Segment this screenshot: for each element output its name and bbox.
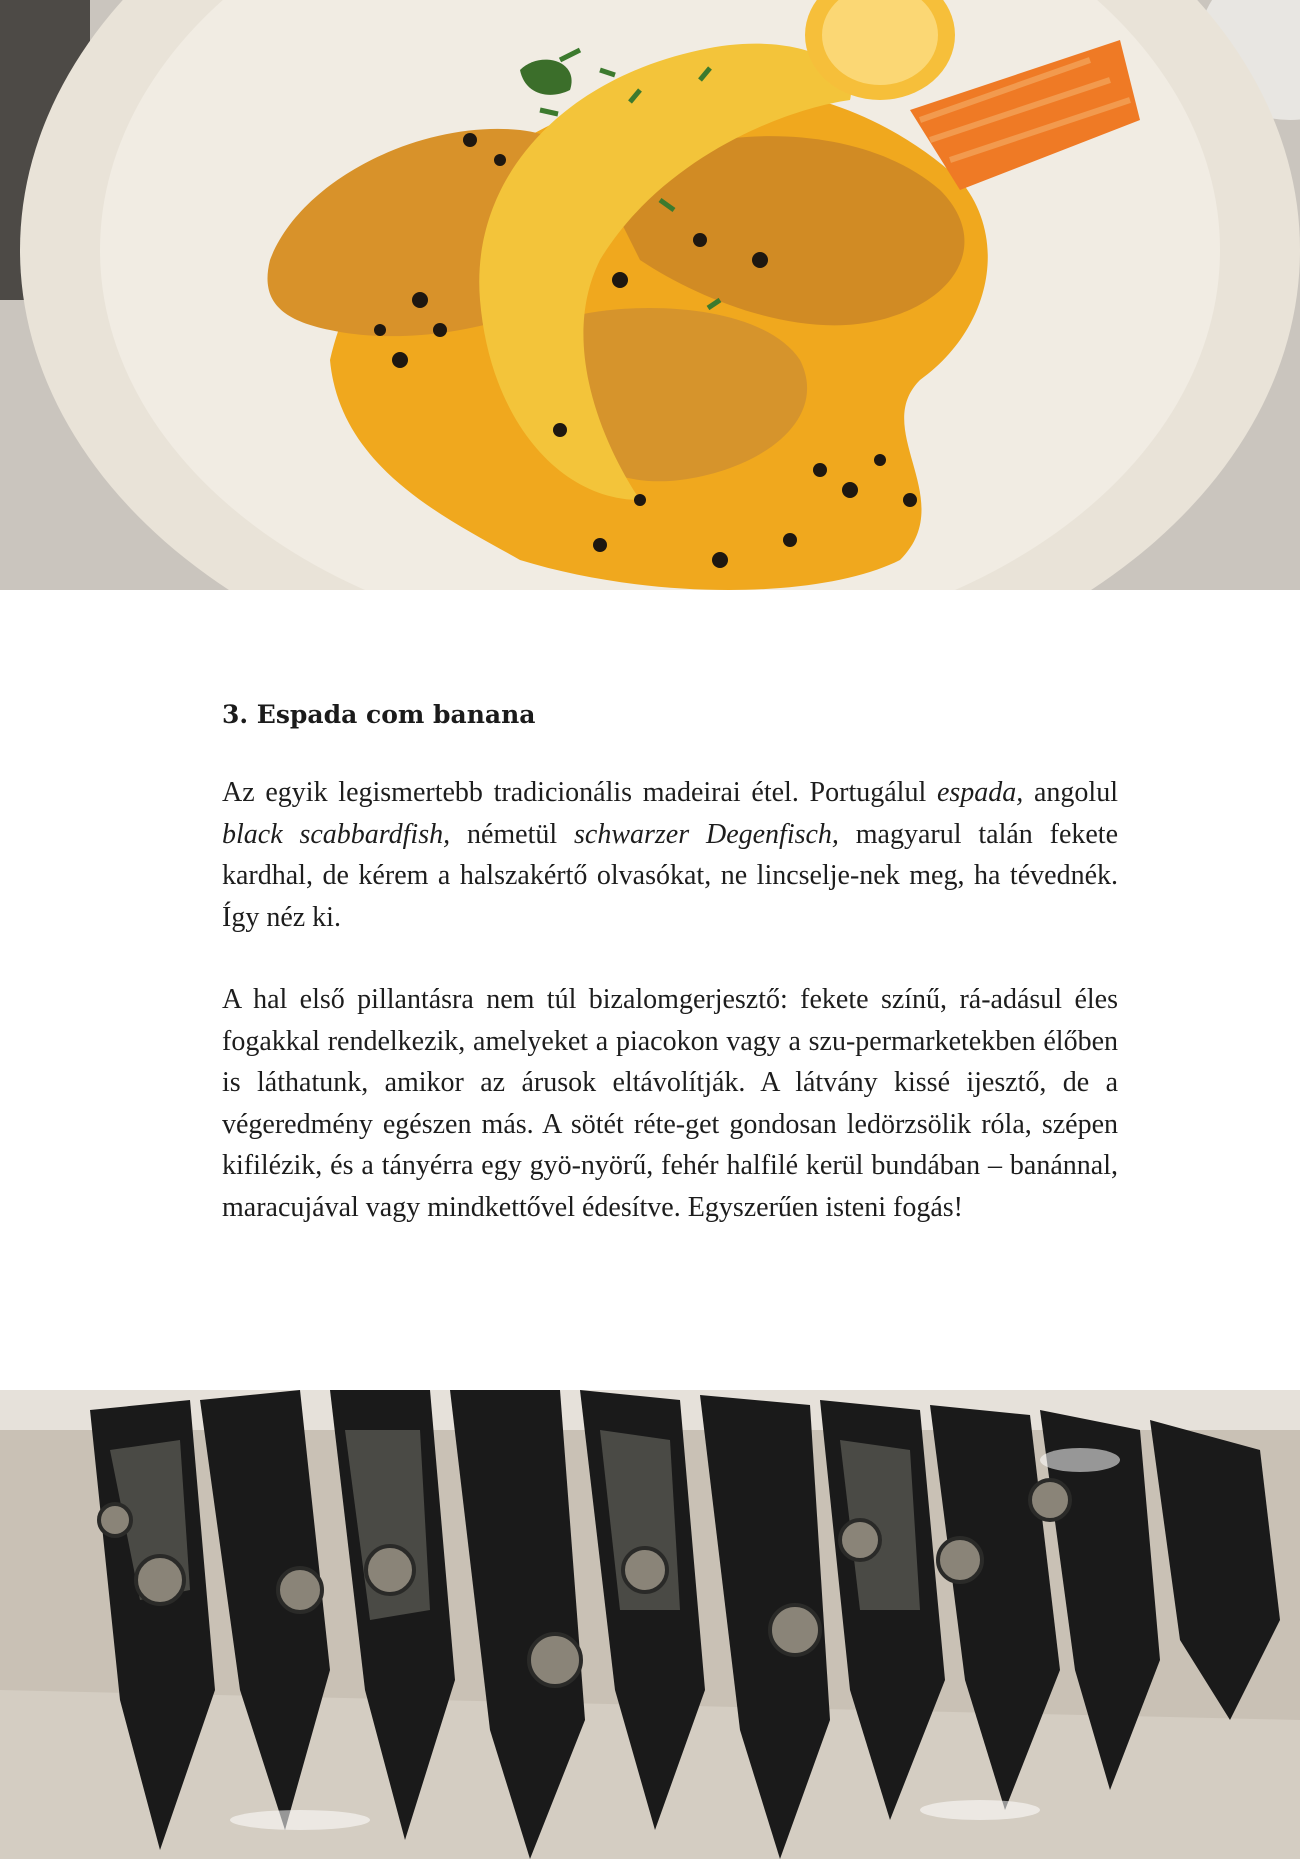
paragraph-intro-text-1: Az egyik legismertebb tradicionális madeirai étel. Portugálul: [222, 777, 937, 808]
dish-photo: [0, 0, 1300, 590]
paragraph-intro-text-4: magyarul talán fekete kardhal, de kérem a halszakértő olvasókat, ne lincselje-nek meg, ha tévednék. Így néz ki.: [222, 818, 1119, 933]
paragraph-intro-text-3: németül: [450, 818, 575, 850]
article-body: [222, 696, 1118, 1269]
section-heading: 3. Espada com banana: [222, 700, 536, 729]
paragraph-description: A hal első pillantásra nem túl bizalomgerjesztő: fekete színű, rá-adásul éles fogakkal rendelkezik, amelyeket a piacokon vagy a szu-permarketekben élőben is láthatunk, amikor az árusok eltávolítják. A látvány kissé ijesztő, de a végeredmény egészen más. A sötét réte-get gondosan ledörzsölik róla, szépen kifilézik, és a tányérra egy gyö-nyörű, fehér halfilé kerül bundában – banánnal, maracujával vagy mindkettővel édesítve. Egyszerűen isteni fogás!: [222, 984, 1118, 1223]
fish-photo: [0, 1390, 1300, 1859]
term-english: black scabbardfish,: [222, 818, 451, 850]
paragraph-intro: [222, 772, 1118, 938]
fish-photo-illustration: [0, 1390, 1300, 1859]
term-german: schwarzer Degenfisch,: [574, 818, 839, 850]
term-portuguese: espada,: [936, 777, 1024, 808]
paragraph-intro-text-2: angolul: [1023, 777, 1118, 808]
dish-photo-illustration: [0, 0, 1300, 590]
